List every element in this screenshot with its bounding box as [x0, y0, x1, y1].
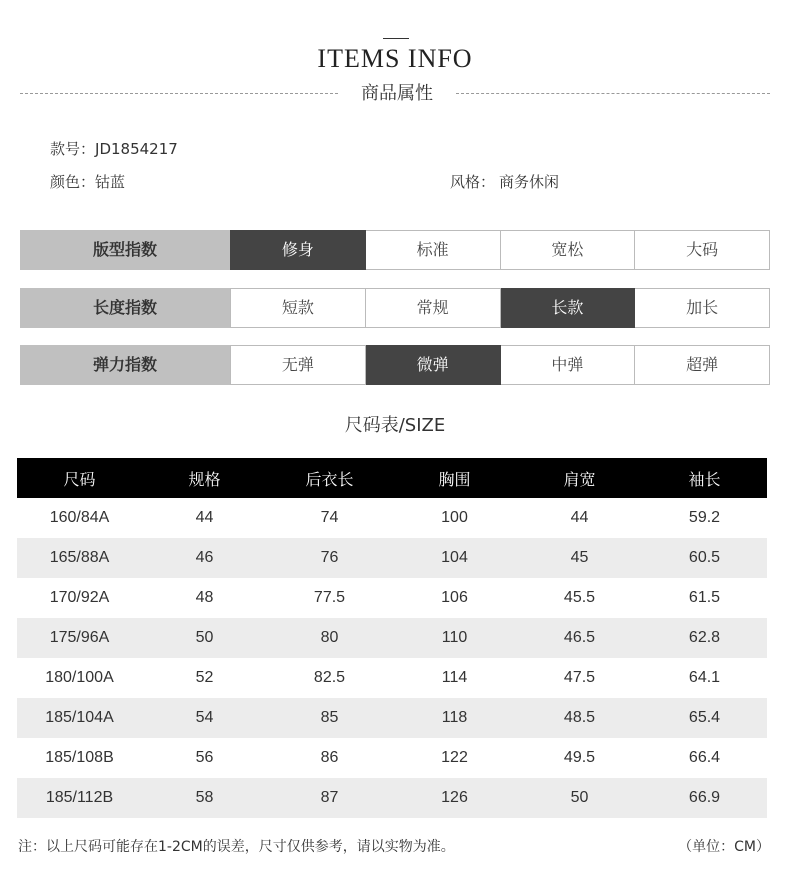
size-chart-title: 尺码表/SIZE [344, 415, 446, 436]
table-cell: 185/108B [45, 749, 114, 766]
style-number [50, 138, 178, 159]
index-row [20, 345, 770, 385]
table-cell: 54 [142, 698, 267, 738]
index-option: 中弹 [501, 345, 636, 385]
footnote: 注：以上尺码可能存在1-2CM的误差，尺寸仅供参考，请以实物为准。 [18, 839, 455, 855]
size-table-column-header: 规格 [142, 458, 267, 498]
color-attribute [50, 171, 125, 192]
table-cell: 44 [195, 509, 214, 526]
color-label: 颜色： [50, 173, 96, 191]
table-row [17, 698, 767, 738]
table-cell: 50 [142, 618, 267, 658]
table-cell: 64.1 [688, 669, 721, 686]
table-cell: 76 [267, 538, 392, 578]
index-option: 微弹 [366, 345, 501, 385]
size-table [17, 458, 767, 818]
table-cell: 175/96A [17, 618, 142, 658]
page-subtitle: 商品属性 [361, 83, 433, 104]
table-cell: 118 [392, 698, 517, 738]
index-option: 短款 [230, 288, 366, 328]
style-number-label: 款号： [50, 140, 96, 158]
table-cell: 45 [517, 538, 642, 578]
table-cell: 66.9 [642, 778, 767, 818]
size-table-column-header: 袖长 [642, 458, 767, 498]
table-cell: 180/100A [45, 669, 114, 686]
table-cell: 59.2 [688, 509, 721, 526]
table-row [17, 778, 767, 818]
unit-note: （单位：CM） [678, 839, 770, 855]
divider-right [456, 93, 770, 94]
table-cell: 45.5 [563, 589, 596, 606]
table-cell: 49.5 [563, 749, 596, 766]
table-cell: 48.5 [517, 698, 642, 738]
table-cell: 56 [195, 749, 214, 766]
table-cell: 110 [392, 618, 517, 658]
table-cell: 66.4 [688, 749, 721, 766]
table-cell: 61.5 [688, 589, 721, 606]
table-cell: 58 [142, 778, 267, 818]
table-cell: 122 [441, 749, 468, 766]
table-cell: 185/112B [17, 778, 142, 818]
size-table-header [17, 458, 767, 498]
size-table-column-header: 肩宽 [517, 458, 642, 498]
table-cell: 47.5 [563, 669, 596, 686]
table-cell: 52 [195, 669, 214, 686]
table-cell: 114 [441, 669, 468, 686]
table-cell: 82.5 [313, 669, 346, 686]
table-row [17, 738, 767, 778]
table-cell: 62.8 [642, 618, 767, 658]
index-option: 加长 [635, 288, 770, 328]
table-cell: 106 [441, 589, 468, 606]
table-cell: 87 [267, 778, 392, 818]
table-cell: 185/104A [17, 698, 142, 738]
table-cell: 100 [441, 509, 468, 526]
table-row [17, 658, 767, 698]
index-option: 无弹 [230, 345, 366, 385]
title-top-rule [383, 38, 409, 39]
index-option: 长款 [501, 288, 636, 328]
table-cell: 170/92A [49, 589, 110, 606]
index-option: 宽松 [501, 230, 636, 270]
page-title: ITEMS INFO [317, 44, 473, 73]
index-option: 常规 [366, 288, 501, 328]
table-cell: 46 [142, 538, 267, 578]
table-cell: 160/84A [49, 509, 110, 526]
divider-left [20, 93, 338, 94]
table-cell: 85 [267, 698, 392, 738]
color-value: 钴蓝 [95, 173, 126, 191]
style-value: 商务休闲 [499, 173, 560, 191]
style-attribute [450, 171, 559, 192]
table-cell: 50 [517, 778, 642, 818]
index-option: 标准 [366, 230, 501, 270]
size-table-column-header: 胸围 [392, 458, 517, 498]
index-option: 大码 [635, 230, 770, 270]
index-row-label: 版型指数 [20, 230, 230, 270]
table-cell: 86 [320, 749, 339, 766]
table-cell: 126 [392, 778, 517, 818]
style-label: 风格： [450, 173, 496, 191]
table-cell: 44 [570, 509, 589, 526]
table-cell: 104 [392, 538, 517, 578]
table-row [17, 498, 767, 538]
index-option: 修身 [230, 230, 366, 270]
table-cell: 165/88A [17, 538, 142, 578]
table-row [17, 618, 767, 658]
table-cell: 48 [195, 589, 214, 606]
index-row-label: 长度指数 [20, 288, 230, 328]
index-option: 超弹 [635, 345, 770, 385]
index-row-label: 弹力指数 [20, 345, 230, 385]
table-cell: 46.5 [517, 618, 642, 658]
table-cell: 74 [320, 509, 339, 526]
size-table-column-header: 尺码 [17, 458, 142, 498]
table-cell: 65.4 [642, 698, 767, 738]
table-cell: 77.5 [313, 589, 346, 606]
size-table-column-header: 后衣长 [267, 458, 392, 498]
index-row [20, 288, 770, 328]
style-number-value: JD1854217 [95, 140, 178, 158]
index-row [20, 230, 770, 270]
table-row [17, 538, 767, 578]
table-cell: 80 [267, 618, 392, 658]
table-row [17, 578, 767, 618]
table-cell: 60.5 [642, 538, 767, 578]
